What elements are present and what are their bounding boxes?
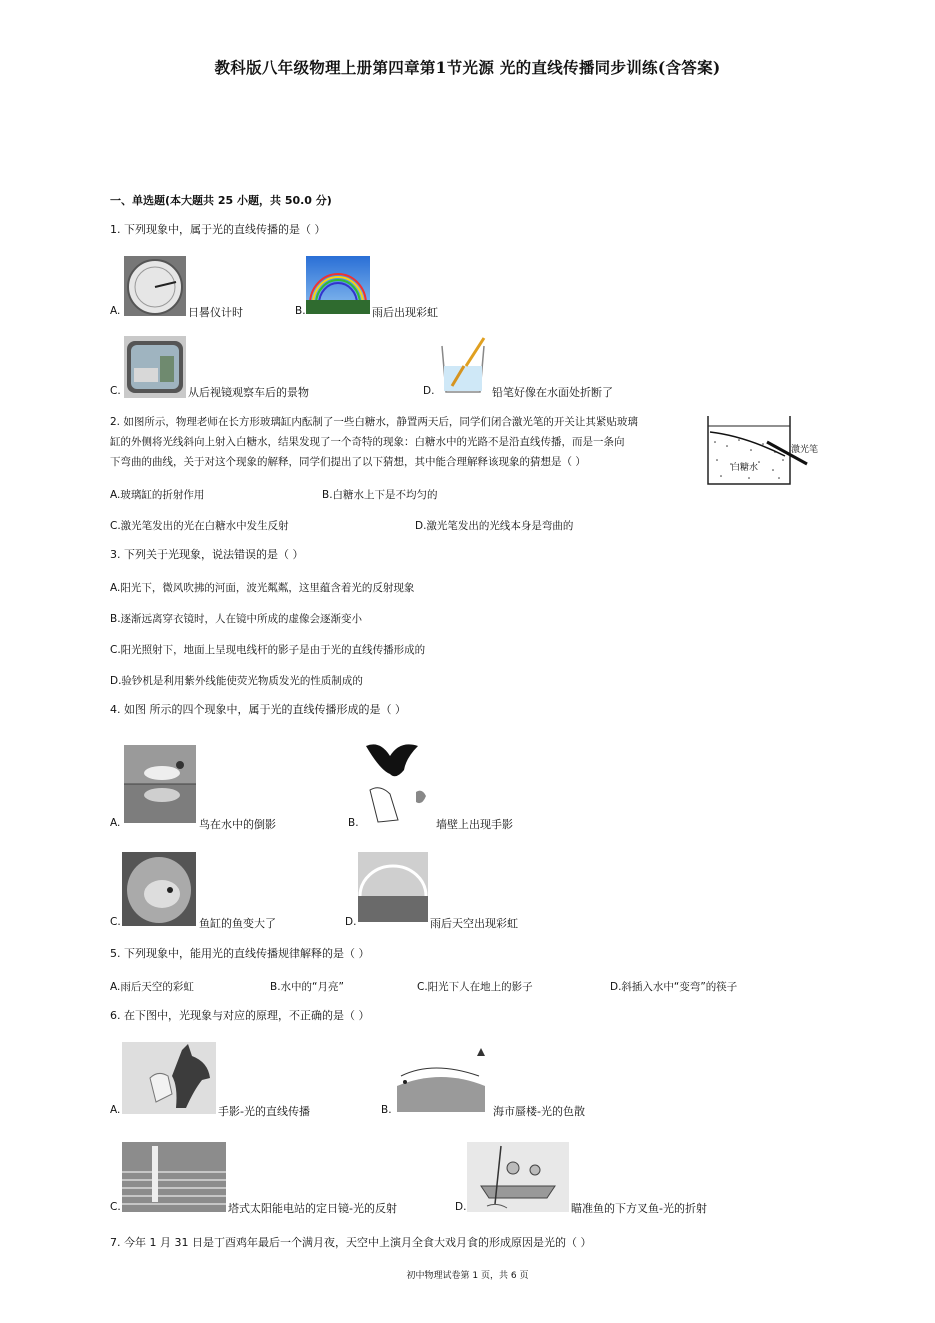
- q6-option-d-letter: D.: [455, 1201, 467, 1213]
- q2-option-b: B.白糖水上下是不均匀的: [322, 489, 438, 501]
- mirage-image: [393, 1046, 491, 1112]
- question-1-stem: 1. 下列现象中，属于光的直线传播的是（ ）: [110, 223, 326, 236]
- q1-option-a-text: 日晷仪计时: [188, 306, 243, 319]
- q2-option-d: D.激光笔发出的光线本身是弯曲的: [415, 520, 574, 532]
- hand-shadow-image: [360, 740, 434, 826]
- q6-option-d-text: 瞄准鱼的下方叉鱼-光的折射: [571, 1202, 707, 1215]
- fig-label-sugar-water: 白糖水: [731, 463, 759, 473]
- q1-option-c-text: 从后视镜观察车后的景物: [188, 386, 309, 399]
- q4-option-c-letter: C.: [110, 916, 121, 928]
- q3-option-a: A.阳光下，微风吹拂的河面，波光粼粼，这里蕴含着光的反射现象: [110, 582, 415, 594]
- q5-option-d: D.斜插入水中“变弯”的筷子: [610, 981, 738, 993]
- q2-option-a: A.玻璃缸的折射作用: [110, 489, 205, 501]
- q3-option-d: D.验钞机是利用紫外线能使荧光物质发光的性质制成的: [110, 675, 363, 687]
- section-heading: 一、单选题(本大题共 25 小题，共 50.0 分): [110, 194, 332, 207]
- question-6-stem: 6. 在下图中，光现象与对应的原理，不正确的是（ ）: [110, 1009, 370, 1022]
- question-2-line-1: 2. 如图所示，物理老师在长方形玻璃缸内酝制了一些白糖水，静置两天后，同学们闭合激光笔的开关让其紧贴玻璃: [110, 416, 638, 428]
- question-7-stem: 7. 今年 1 月 31 日是丁酉鸡年最后一个满月夜，天空中上演月全食大戏月食的形成原因是光的（ ）: [110, 1236, 592, 1249]
- question-4-stem: 4. 如图 所示的四个现象中，属于光的直线传播形成的是（ ）: [110, 703, 406, 716]
- q3-option-c: C.阳光照射下，地面上呈现电线杆的影子是由于光的直线传播形成的: [110, 644, 426, 656]
- q5-option-c: C.阳光下人在地上的影子: [417, 981, 533, 993]
- sugar-water-tank-figure: [705, 412, 823, 488]
- hand-shadow-dog-image: [122, 1042, 216, 1114]
- question-2-line-2: 缸的外侧将光线斜向上射入白糖水，结果发现了一个奇特的现象：白糖水中的光路不是沿直线传播，而是一条向: [110, 436, 625, 448]
- q4-option-c-text: 鱼缸的鱼变大了: [199, 917, 276, 930]
- q1-option-c-letter: C.: [110, 385, 121, 397]
- q5-option-a: A.雨后天空的彩虹: [110, 981, 194, 993]
- sky-rainbow-image: [358, 852, 428, 922]
- q5-option-b: B.水中的“月亮”: [270, 981, 344, 993]
- fig-label-laser-pen: 激光笔: [791, 445, 819, 455]
- question-3-stem: 3. 下列关于光现象，说法错误的是（ ）: [110, 548, 304, 561]
- question-2-line-3: 下弯曲的曲线，关于对这个现象的解释，同学们提出了以下猜想，其中能合理解释该现象的猜想是（ ）: [110, 456, 586, 468]
- solar-tower-image: [122, 1142, 226, 1212]
- q4-option-d-letter: D.: [345, 916, 357, 928]
- q4-option-a-text: 鸟在水中的倒影: [199, 818, 276, 831]
- q1-option-b-letter: B.: [295, 305, 306, 317]
- rainbow-image: [306, 256, 370, 314]
- pencil-in-water-image: [436, 336, 490, 396]
- q1-option-d-text: 铅笔好像在水面处折断了: [492, 386, 613, 399]
- q1-option-b-text: 雨后出现彩虹: [372, 306, 438, 319]
- q4-option-b-letter: B.: [348, 817, 359, 829]
- q6-option-b-letter: B.: [381, 1104, 392, 1116]
- q4-option-b-text: 墙壁上出现手影: [436, 818, 513, 831]
- page-footer: 初中物理试卷第 1 页，共 6 页: [406, 1271, 529, 1281]
- q6-option-a-text: 手影-光的直线传播: [218, 1105, 310, 1118]
- bird-reflection-image: [124, 745, 196, 823]
- q6-option-a-letter: A.: [110, 1104, 121, 1116]
- spear-fishing-image: [467, 1142, 569, 1212]
- q6-option-c-text: 塔式太阳能电站的定日镜-光的反射: [228, 1202, 397, 1215]
- q3-option-b: B.逐渐远离穿衣镜时，人在镜中所成的虚像会逐渐变小: [110, 613, 363, 625]
- question-5-stem: 5. 下列现象中，能用光的直线传播规律解释的是（ ）: [110, 947, 370, 960]
- fish-tank-image: [122, 852, 196, 926]
- q4-option-a-letter: A.: [110, 817, 121, 829]
- q6-option-b-text: 海市蜃楼-光的色散: [493, 1105, 585, 1118]
- q6-option-c-letter: C.: [110, 1201, 121, 1213]
- sundial-image: [124, 256, 186, 316]
- document-title: 教科版八年级物理上册第四章第1节光源 光的直线传播同步训练(含答案): [214, 58, 721, 77]
- q2-option-c: C.激光笔发出的光在白糖水中发生反射: [110, 520, 289, 532]
- q1-option-d-letter: D.: [423, 385, 435, 397]
- rearview-mirror-image: [124, 336, 186, 398]
- q4-option-d-text: 雨后天空出现彩虹: [430, 917, 518, 930]
- q1-option-a-letter: A.: [110, 305, 121, 317]
